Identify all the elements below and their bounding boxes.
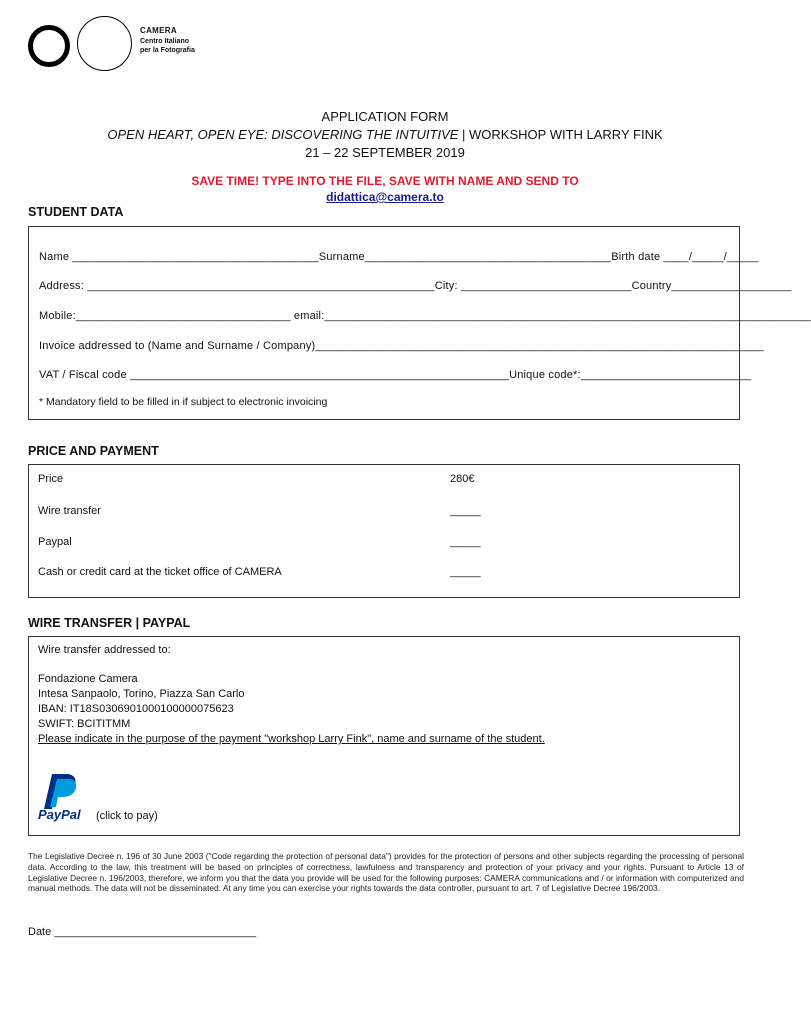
beneficiary: Fondazione Camera [38,673,138,685]
vat-field[interactable]: VAT / Fiscal code ____________________________________________________________Unique code*:___________________________ [39,369,752,381]
save-instruction: SAVE TIME! TYPE INTO THE FILE, SAVE WITH NAME AND SEND TO [191,174,579,188]
form-title: APPLICATION FORM [321,109,449,124]
logo-line-2: per la Fotografia [140,47,195,54]
paypal-label: Paypal [38,536,72,548]
workshop-suffix: | WORKSHOP WITH LARRY FINK [458,127,663,142]
paypal-icon [38,772,90,822]
email-link[interactable]: didattica@camera.to [326,190,444,204]
payment-box [28,464,740,598]
paypal-mark[interactable]: _____ [450,536,481,548]
invoice-field[interactable]: Invoice addressed to (Name and Surname / Company)_______________________________________________________________________ [39,340,764,352]
mobile-email-field[interactable]: Mobile:__________________________________ email:_____________________________________________________________________________ [39,310,811,322]
workshop-title [0,126,770,144]
student-data-box [28,226,811,420]
wire-transfer-mark[interactable]: _____ [450,505,481,517]
logo-text [140,26,195,55]
workshop-name: OPEN HEART, OPEN EYE: DISCOVERING THE INTUITIVE [107,127,459,142]
student-data-heading: STUDENT DATA [28,205,124,219]
form-header [0,108,770,162]
wire-paypal-heading: WIRE TRANSFER | PAYPAL [28,616,191,630]
cash-card-label: Cash or credit card at the ticket office of CAMERA [38,566,282,578]
logo-brand: CAMERA [140,26,177,35]
privacy-notice: The Legislative Decree n. 196 of 30 June 2003 ("Code regarding the protection of personal data") provides for the protection of persons and other subjects regarding the processing of personal data. According to the law, this treatment will be based on principles of correctness, lawfulness and transparency and protection of your privacy and your rights. Pursuant to Article 13 of Legislative Decree n. 196/2003, therefore, we inform you that the data you provide will be used for the following purposes: CAMERA communications and / or information with computerized and manual methods. The data will not be disseminated. At any time you can exercise your rights towards the data controller, pursuant to art. 7 of Legislative Decree 196/2003. [28,851,744,894]
click-to-pay-link[interactable]: (click to pay) [96,810,158,822]
payment-purpose-note: Please indicate in the purpose of the payment "workshop Larry Fink", name and surname of the student. [38,733,545,745]
date-field[interactable]: Date _________________________________ [28,926,257,938]
logo-line-1: Centro Italiano [140,38,190,45]
logo-ring-icon [28,25,70,67]
name-field[interactable]: Name _______________________________________Surname_______________________________________Birth date ____/_____/_____ [39,251,759,263]
cash-card-mark[interactable]: _____ [450,566,481,578]
swift: SWIFT: BCITITMM [38,718,131,730]
camera-logo [28,16,208,74]
wire-transfer-label: Wire transfer [38,505,101,517]
paypal-button[interactable] [38,772,90,822]
paypal-wordmark: PayPal [38,807,81,822]
price-value: 280€ [450,473,475,485]
payment-heading: PRICE AND PAYMENT [28,444,159,458]
address-field[interactable]: Address: _______________________________________________________City: ___________________________Country___________________ [39,280,792,292]
logo-circle-icon [77,16,132,71]
wire-intro: Wire transfer addressed to: [38,644,171,656]
iban: IBAN: IT18S0306901000100000075623 [38,703,234,715]
workshop-dates: 21 – 22 SEPTEMBER 2019 [305,145,465,160]
bank-name: Intesa Sanpaolo, Torino, Piazza San Carlo [38,688,245,700]
mandatory-footnote: * Mandatory field to be filled in if subject to electronic invoicing [39,396,328,408]
price-label: Price [38,473,64,485]
